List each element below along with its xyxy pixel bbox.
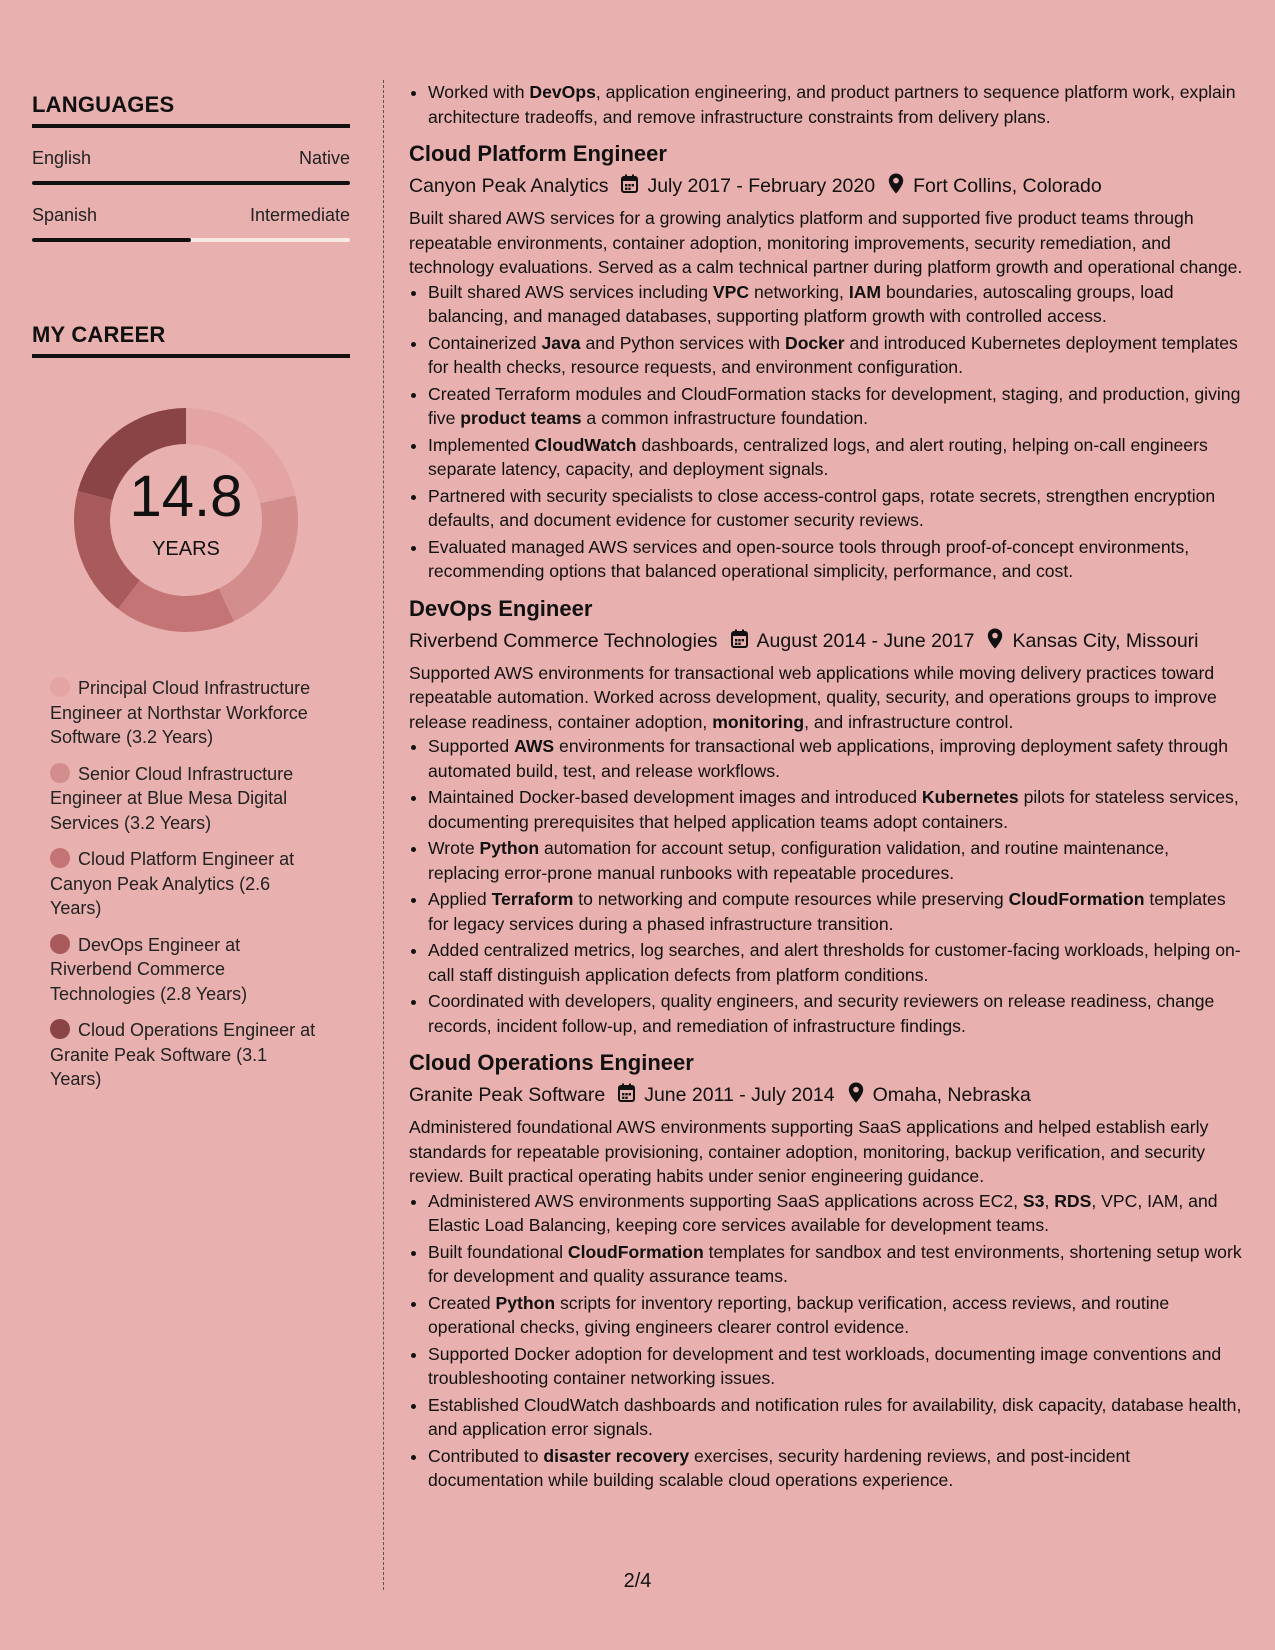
- bullet-item: [428, 989, 1245, 1038]
- text-run: Built shared AWS services for a growing analytics platform and supported five product teams through repeatable environments, container adoption, monitoring improvements, security remediation, and technology evaluations. Served as a calm technical partner during platform growth and operational change.: [409, 208, 1243, 277]
- bold-text: product teams: [460, 408, 582, 428]
- text-run: to networking and compute resources while preserving: [573, 889, 1009, 909]
- job-summary: [409, 206, 1245, 280]
- bold-text: RDS: [1054, 1190, 1092, 1211]
- bold-text: CloudFormation: [567, 1241, 704, 1262]
- map-pin-icon: [987, 628, 1003, 655]
- bullet-item: [428, 1291, 1245, 1340]
- legend-dot: [50, 1019, 70, 1039]
- legend-item: [50, 676, 322, 750]
- text-run: templates for legacy services during a phased infrastructure transition.: [428, 889, 1226, 934]
- job-summary: [409, 661, 1245, 735]
- job-bullets: [409, 280, 1245, 584]
- language-row: [32, 148, 350, 169]
- proficiency-bar: [32, 181, 350, 185]
- legend-item: [50, 933, 322, 1007]
- bullet-item: [428, 484, 1245, 533]
- text-run: ,: [1044, 1190, 1055, 1211]
- job-meta: [409, 173, 1245, 200]
- bold-text: CloudFormation: [1008, 889, 1145, 909]
- text-run: a common infrastructure foundation.: [581, 408, 869, 428]
- text-run: Supported Docker adoption for development and test workloads, documenting image conventions and troubleshooting container networking issues.: [428, 1343, 1222, 1388]
- job-dates: August 2014 - June 2017: [756, 629, 975, 652]
- job-title: Cloud Operations Engineer: [409, 1050, 694, 1075]
- text-run: Maintained Docker-based development images and introduced: [428, 787, 922, 807]
- company-name: Granite Peak Software: [409, 1084, 606, 1106]
- bullet-item: [428, 433, 1245, 482]
- language-level: Native: [298, 148, 350, 168]
- job-summary: [409, 1115, 1245, 1189]
- legend-item: [50, 762, 322, 836]
- text-run: pilots for stateless services, documenting prerequisites that helped application teams adopt containers.: [428, 787, 1239, 832]
- text-run: Added centralized metrics, log searches, and alert thresholds for customer-facing workloads, helping on-call staff distinguish application defects from platform conditions.: [428, 940, 1241, 985]
- job-dates: June 2011 - July 2014: [644, 1084, 835, 1106]
- legend-label: Senior Cloud Infrastructure Engineer at Blue Mesa Digital Services (3.2 Years): [50, 763, 294, 833]
- text-run: Partnered with security specialists to close access-control gaps, rotate secrets, strengthen encryption defaults, and document evidence for customer security reviews.: [428, 485, 1216, 530]
- total-years-unit: YEARS: [152, 538, 220, 560]
- text-run: scripts for inventory reporting, backup verification, access reviews, and routine operational checks, giving engineers clearer control evidence.: [428, 1292, 1170, 1337]
- calendar-icon: [618, 1083, 635, 1108]
- text-run: Applied: [428, 889, 492, 909]
- text-run: , application engineering, and product partners to sequence platform work, explain architecture tradeoffs, and remove infrastructure constraints from delivery plans.: [428, 82, 1236, 127]
- bullet-item: [428, 938, 1245, 987]
- text-run: Worked with: [428, 82, 530, 102]
- experience-column: [409, 80, 1245, 1495]
- job-dates: July 2017 - February 2020: [647, 175, 876, 197]
- bold-text: Terraform: [491, 889, 574, 909]
- text-run: Implemented: [428, 434, 535, 455]
- text-run: , VPC, IAM, and Elastic Load Balancing, keeping core services available for development teams.: [428, 1190, 1218, 1235]
- bullet-item: [428, 280, 1245, 329]
- language-row: [32, 205, 350, 226]
- language-item: [32, 205, 350, 242]
- text-run: Established CloudWatch dashboards and notification rules for availability, disk capacity, database health, and application error signals.: [428, 1394, 1242, 1439]
- language-list: [32, 148, 350, 242]
- job-entry: [409, 596, 1245, 1039]
- language-name: Spanish: [32, 205, 98, 225]
- job-entry: [409, 1050, 1245, 1493]
- career-heading: MY CAREER: [32, 322, 350, 358]
- bold-text: S3: [1022, 1190, 1045, 1211]
- proficiency-fill: [32, 181, 350, 185]
- text-run: Administered AWS environments supporting SaaS applications across EC2,: [428, 1190, 1023, 1211]
- job-meta: [409, 1082, 1245, 1109]
- bullet-item: [428, 734, 1245, 783]
- job-meta: [409, 628, 1245, 655]
- legend-dot: [50, 677, 70, 697]
- text-run: Contributed to: [428, 1445, 544, 1466]
- languages-heading: LANGUAGES: [32, 92, 350, 128]
- bullet-item: [428, 887, 1245, 936]
- company-name: Riverbend Commerce Technologies: [409, 629, 718, 652]
- job-title: DevOps Engineer: [409, 595, 593, 621]
- job-location: Kansas City, Missouri: [1012, 629, 1199, 652]
- languages-section: [32, 92, 350, 242]
- bullet-item: [428, 785, 1245, 834]
- bold-text: Java: [541, 332, 581, 353]
- legend-dot: [50, 848, 70, 868]
- column-divider: [383, 80, 384, 1590]
- text-run: Coordinated with developers, quality engineers, and security reviewers on release readiness, change records, incident follow-up, and remediation of infrastructure findings.: [428, 991, 1215, 1036]
- bold-text: monitoring: [712, 711, 805, 732]
- text-run: networking,: [749, 281, 849, 302]
- bullet-item: [428, 1393, 1245, 1442]
- bullet-item: [428, 80, 1245, 129]
- bullet-item: [428, 1240, 1245, 1289]
- legend-dot: [50, 934, 70, 954]
- legend-item: [50, 1018, 322, 1092]
- bullet-item: [428, 382, 1245, 431]
- proficiency-fill: [32, 238, 191, 242]
- legend-label: Cloud Operations Engineer at Granite Peak Software (3.1 Years): [50, 1020, 316, 1089]
- bold-text: CloudWatch: [534, 434, 637, 455]
- calendar-icon: [731, 629, 748, 654]
- job-list: [409, 141, 1245, 1493]
- bullet-item: [428, 1342, 1245, 1391]
- bullet-item: [428, 836, 1245, 885]
- text-run: Supported: [428, 736, 515, 756]
- text-run: automation for account setup, configuration validation, and routine maintenance, replacing error-prone manual runbooks with repeatable procedures.: [428, 838, 1169, 883]
- bold-text: Python: [479, 838, 540, 858]
- legend-label: DevOps Engineer at Riverbend Commerce Technologies (2.8 Years): [50, 934, 248, 1004]
- text-run: dashboards, centralized logs, and alert routing, helping on-call engineers separate latency, capacity, and deployment signals.: [428, 434, 1208, 479]
- text-run: Supported AWS environments for transactional web applications while moving delivery practices toward repeatable automation. Worked across development, quality, security, and operations groups to improve release readiness, container adoption,: [409, 662, 1217, 732]
- text-run: Administered foundational AWS environments supporting SaaS applications and helped establish early standards for repeatable provisioning, container adoption, monitoring, backup verification, and security review. Built practical operating habits under senior engineering guidance.: [409, 1117, 1209, 1186]
- legend-item: [50, 847, 322, 921]
- job-bullets: [409, 734, 1245, 1038]
- bullet-item: [428, 535, 1245, 584]
- text-run: Created Terraform modules and CloudFormation stacks for development, staging, and production, giving five: [428, 383, 1241, 428]
- bold-text: Docker: [784, 332, 845, 353]
- bullet-item: [428, 331, 1245, 380]
- career-legend: [50, 676, 322, 1092]
- total-years-value: 14.8: [129, 464, 243, 529]
- career-section: [32, 322, 350, 1092]
- bold-text: Kubernetes: [921, 787, 1019, 807]
- legend-dot: [50, 763, 70, 783]
- text-run: Created: [428, 1292, 496, 1313]
- continued-bullets: [409, 80, 1245, 129]
- text-run: , and infrastructure control.: [804, 711, 1014, 732]
- job-title: Cloud Platform Engineer: [409, 141, 667, 166]
- text-run: and introduced Kubernetes deployment templates for health checks, resource requests, and environment configuration.: [428, 332, 1238, 377]
- text-run: templates for sandbox and test environments, shortening setup work for development and quality assurance teams.: [428, 1241, 1242, 1286]
- sidebar: [32, 92, 350, 1104]
- text-run: exercises, security hardening reviews, and post-incident documentation while building scalable cloud operations experience.: [428, 1445, 1131, 1490]
- map-pin-icon: [888, 173, 904, 200]
- company-name: Canyon Peak Analytics: [409, 175, 609, 197]
- map-pin-icon: [848, 1082, 864, 1109]
- text-run: Evaluated managed AWS services and open-source tools through proof-of-concept environments, recommending options that balanced operational simplicity, performance, and cost.: [428, 536, 1190, 581]
- text-run: Built foundational: [428, 1241, 568, 1262]
- language-item: [32, 148, 350, 185]
- language-level: Intermediate: [249, 205, 350, 225]
- text-run: Containerized: [428, 332, 542, 353]
- text-run: Built shared AWS services including: [428, 281, 713, 302]
- bold-text: DevOps: [529, 82, 596, 102]
- career-donut-chart: [66, 400, 306, 640]
- job-location: Fort Collins, Colorado: [913, 175, 1102, 197]
- job-location: Omaha, Nebraska: [872, 1084, 1031, 1106]
- page-number: 2/4: [623, 1570, 652, 1592]
- proficiency-bar: [32, 238, 350, 242]
- text-run: environments for transactional web applications, improving deployment safety through automated build, test, and release workflows.: [428, 736, 1228, 781]
- text-run: Wrote: [428, 838, 480, 858]
- language-name: English: [32, 148, 92, 168]
- job-bullets: [409, 1189, 1245, 1493]
- bold-text: Python: [495, 1292, 556, 1313]
- job-entry: [409, 141, 1245, 584]
- calendar-icon: [621, 174, 638, 199]
- legend-label: Principal Cloud Infrastructure Engineer at Northstar Workforce Software (3.2 Years): [50, 678, 311, 747]
- bold-text: VPC: [712, 281, 750, 302]
- bold-text: disaster recovery: [543, 1445, 690, 1466]
- donut-segment-3: [118, 580, 234, 632]
- bullet-item: [428, 1444, 1245, 1493]
- legend-label: Cloud Platform Engineer at Canyon Peak Analytics (2.6 Years): [50, 849, 295, 918]
- bold-text: AWS: [514, 736, 555, 756]
- text-run: boundaries, autoscaling groups, load balancing, and managed databases, supporting platform growth with controlled access.: [428, 281, 1174, 326]
- text-run: and Python services with: [580, 332, 785, 353]
- bullet-item: [428, 1189, 1245, 1238]
- bold-text: IAM: [848, 281, 882, 302]
